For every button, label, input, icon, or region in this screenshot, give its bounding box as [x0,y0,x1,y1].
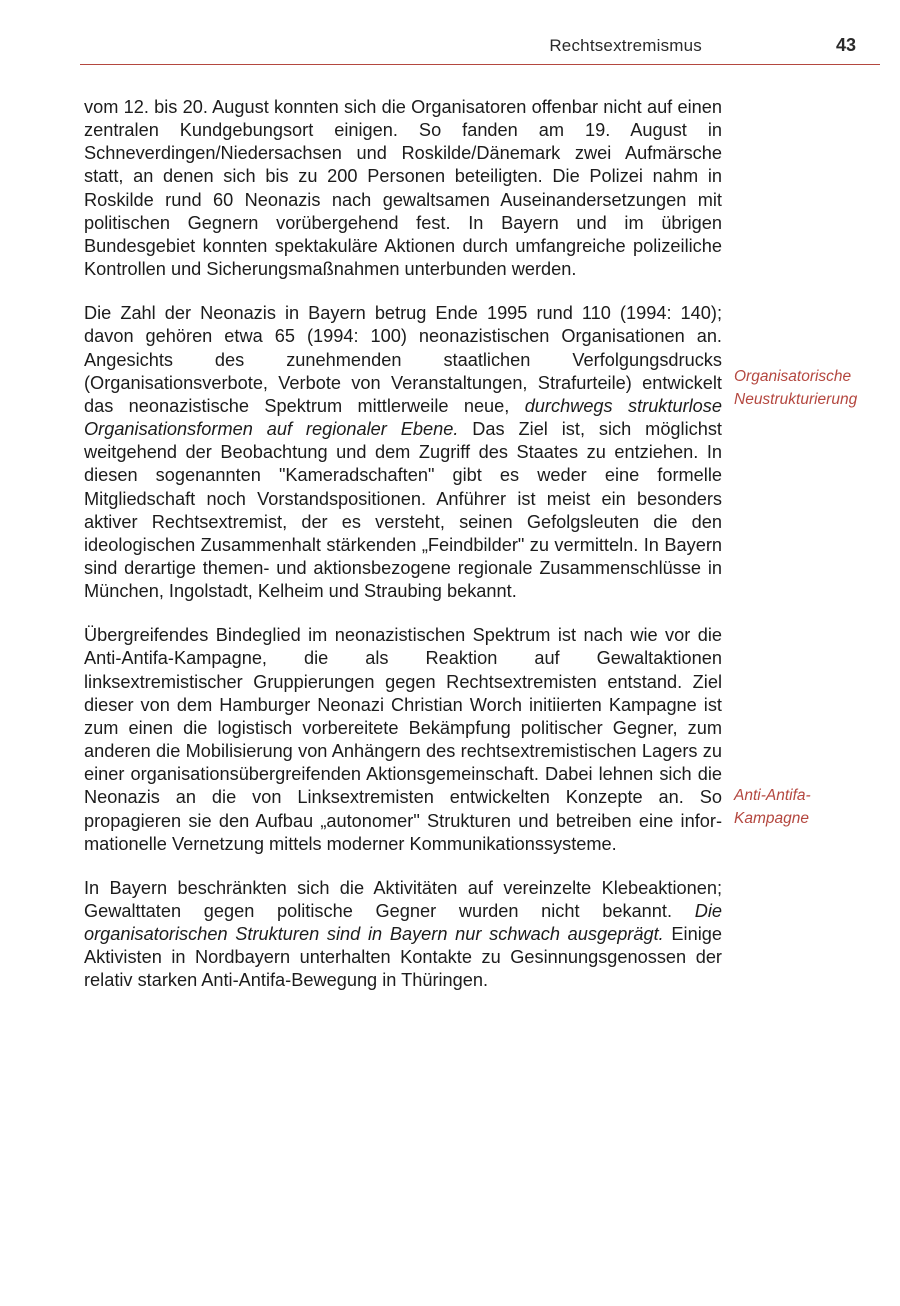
paragraph-1 [84,96,722,281]
margin-note-line: Organisatorische [734,368,852,385]
margin-note-neustrukturierung [734,365,894,411]
margin-note-line: Kampagne [734,810,809,827]
page-number: 43 [835,35,856,55]
page-header [80,30,880,65]
paragraph-1-segment-1: vom 12. bis 20. August konnten sich die Organisatoren offenbar nicht auf einen zentralen Kundgebungsort einigen. So fanden am 19. August in Schneverdingen/Niedersachsen und Roskilde/Dänemark zwei Aufmärsche statt, an denen sich bis zu 200 Personen beteiligten. Die Polizei nahm in Roskilde rund 60 Neonazis nach gewaltsamen Auseinandersetzungen mit politischen Gegnern vorübergehend fest. In Bayern und im übrigen Bundesgebiet konnten spektakuläre Aktionen durch umfangreiche polizeiliche Kontrollen und Sicherungsmaßnahmen unterbunden werden. [84,97,722,280]
paragraph-3-segment-1: Übergreifendes Bindeglied im neonazistischen Spektrum ist nach wie vor die Anti-Antifa-Kampagne, die als Reaktion auf Gewaltaktionen linksextremistischer Gruppierungen gegen Rechtsextremisten entstand. Ziel dieser von dem Hamburger Neonazi Christian Worch initiierten Kampagne ist zum einen die logistisch vorbereitete Bekämpfung politischer Gegner, zum anderen die Mobilisierung von Anhängern des rechtsextremistischen Lagers zu einer organisationsübergreifenden Aktionsgemeinschaft. Dabei lehnen sich die Neonazis an die von Linksextremisten entwickelten Konzepte an. So propagieren sie den Aufbau „autonomer" Strukturen und betreiben eine informationelle Vernetzung mittels moderner Kommunikationssysteme. [84,625,722,854]
paragraph-2 [84,302,722,603]
margin-note-line: Neustrukturierung [734,391,858,408]
margin-note-line: Anti-Antifa- [734,787,811,804]
paragraph-3 [84,624,722,856]
paragraph-2-emphasis: durchwegs strukturlose Organisationsformen auf regionaler Ebene. [84,395,722,440]
paragraph-4-segment-1: In Bayern beschränkten sich die Aktivitäten auf vereinzelte Klebeaktionen; Gewalttaten gegen politische Gegner wurden nicht bekannt. [84,877,722,921]
paragraph-2-segment-1: Die Zahl der Neonazis in Bayern betrug Ende 1995 rund 110 (1994: 140); davon gehören etwa 65 (1994: 100) neonazistischen Organisationen an. Angesichts des zunehmenden staatlichen Verfolgungsdrucks (Organisationsverbote, Verbote von Veranstaltungen, Strafurteile) entwickelt das neonazistische Spektrum mittlerweile neue, [84,303,722,416]
running-title: Rechtsextremismus [549,36,702,55]
main-text [84,96,722,1014]
paragraph-4 [84,877,722,993]
paragraph-4-emphasis: Die organisatorischen Strukturen sind in Bayern nur schwach ausgeprägt. [84,901,722,945]
paragraph-2-segment-3: Das Ziel ist, sich möglichst weitgehend der Beobachtung und dem Zugriff des Staates zu entziehen. In diesen sogenannten "Kameradschaften" gibt es weder eine formelle Mitgliedschaft noch Vorstandspositionen. Anführer ist meist ein besonders aktiver Rechtsextremist, der es versteht, seinen Gefolgsleuten die den ideologischen Zusammenhalt stärkenden „Feindbilder" zu vermitteln. In Bayern sind derartige themen- und aktionsbezogene regionale Zusammenschlüsse in München, Ingolstadt, Kelheim und Straubing bekannt. [84,419,722,602]
paragraph-4-segment-3: Einige Aktivisten in Nordbayern unterhalten Kontakte zu Gesinnungsgenossen der relativ starken Anti-Antifa-Bewegung in Thüringen. [84,924,722,991]
margin-note-anti-antifa [734,784,894,830]
